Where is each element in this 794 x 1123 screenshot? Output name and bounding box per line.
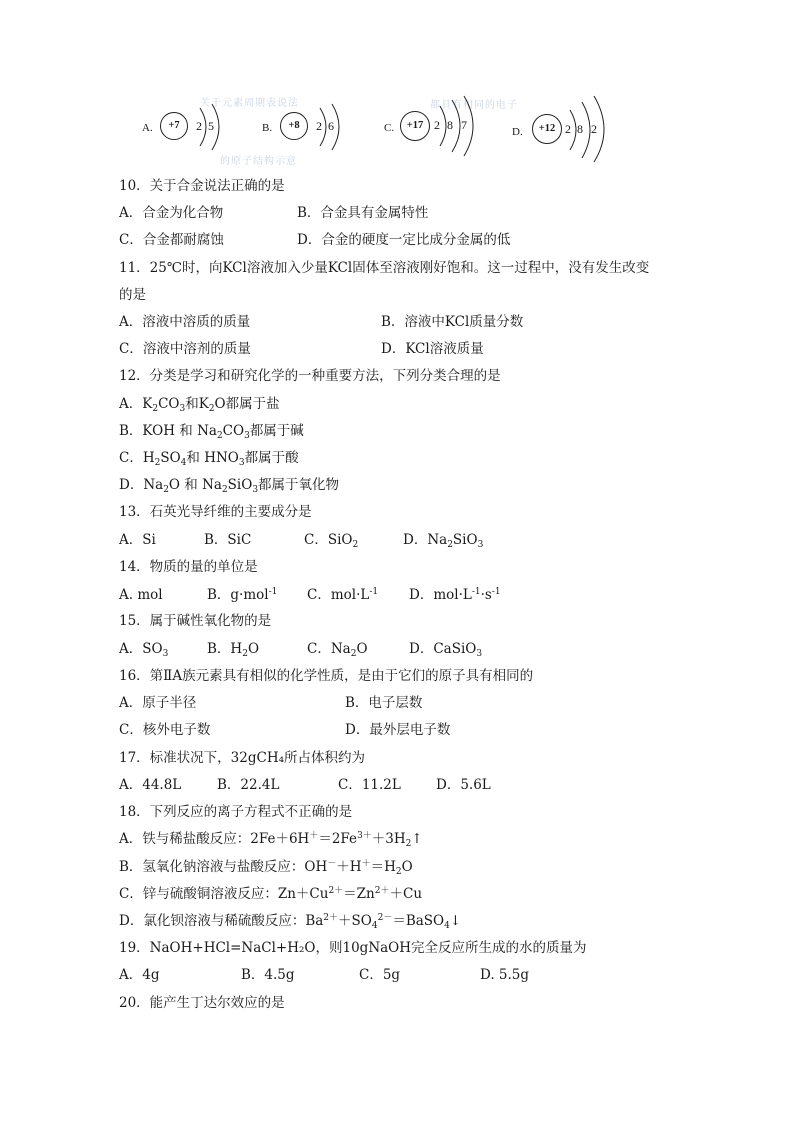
- question-19-option-b: B．4.5g: [241, 967, 295, 983]
- bleed-through-text: 关于元素周期表说法: [200, 98, 299, 109]
- question-11-option-b: B．溶液中KCl质量分数: [381, 314, 524, 330]
- nucleus-charge: +17: [400, 111, 430, 141]
- question-10-option-a: A．合金为化合物: [119, 205, 224, 221]
- question-14-stem: 14．物质的量的单位是: [119, 559, 258, 575]
- question-11-stem-cont: 的是: [119, 287, 146, 303]
- nucleus-charge: +12: [532, 114, 562, 144]
- question-17-option-b: B．22.4L: [217, 777, 280, 793]
- shell-electrons: 7: [461, 118, 467, 132]
- shell-electrons: 5: [208, 119, 214, 133]
- question-11-stem: 11．25℃时，向KCl溶液加入少量KCl固体至溶液刚好饱和。这一过程中，没有发生改变: [119, 260, 650, 276]
- question-17-stem: 17．标准状况下，32gCH₄所占体积约为: [119, 750, 366, 766]
- nucleus-charge: +8: [280, 112, 308, 140]
- question-15-option-d: D．CaSiO$_3$: [409, 641, 483, 659]
- question-15-option-a: A．$SO_3$: [119, 641, 169, 659]
- question-19-option-d: D. 5.5g: [480, 967, 530, 983]
- question-19-option-a: A．4g: [119, 967, 160, 983]
- atom-diagram-c: [384, 94, 514, 154]
- atom-diagrams: [130, 92, 690, 166]
- question-18-option-c: C．锌与硫酸铜溶液反应：$Zn+Cu^{2+}=Zn^{2+}+Cu$: [119, 886, 423, 902]
- option-label: C.: [384, 122, 395, 134]
- option-label: B.: [262, 122, 273, 134]
- question-17-option-a: A．44.8L: [119, 777, 182, 793]
- shell-electrons: 8: [577, 122, 583, 136]
- question-13-stem: 13．石英光导纤维的主要成分是: [119, 504, 312, 520]
- question-15-option-b: B．$H_2O$: [207, 641, 260, 659]
- question-16-stem: 16．第ⅡA族元素具有相似的化学性质，是由于它们的原子具有相同的: [119, 668, 534, 684]
- question-16-option-d: D．最外层电子数: [345, 722, 451, 738]
- shell-electrons: 2: [591, 122, 597, 136]
- question-16-option-b: B．电子层数: [345, 695, 423, 711]
- shell-electrons: 2: [316, 119, 322, 133]
- question-10-stem: 10．关于合金说法正确的是: [119, 178, 285, 194]
- question-12-option-b: B．KOH 和 $Na_2CO_3$都属于碱: [119, 423, 304, 441]
- question-15-option-c: C．$Na_2O$: [307, 641, 368, 659]
- bleed-through-text: 都具有相同的电子: [430, 100, 518, 111]
- question-17-option-c: C．11.2L: [338, 777, 401, 793]
- atom-diagram-d: [512, 94, 652, 154]
- question-10-option-c: C．合金都耐腐蚀: [119, 232, 224, 248]
- bleed-through-text: 的原子结构示意: [220, 156, 297, 167]
- question-12-option-a: A．$K_2CO_3$和$K_2O$都属于盐: [119, 396, 280, 414]
- question-18-stem: 18．下列反应的离子方程式不正确的是: [119, 804, 353, 820]
- question-20-stem: 20．能产生丁达尔效应的是: [119, 995, 285, 1011]
- question-12-option-c: C．$H_2SO_4$和 $HNO_3$都属于酸: [119, 450, 299, 468]
- question-18-option-b: B．氢氧化钠溶液与盐酸反应：$OH^-+H^+=H_2O$: [119, 859, 413, 877]
- atom-diagram-a: [142, 100, 242, 160]
- question-18-option-d: D．氯化钡溶液与稀硫酸反应：$Ba^{2+}+SO_4^{2-}=BaSO_4↓$: [119, 913, 462, 931]
- shell-electrons: 2: [196, 119, 202, 133]
- question-11-option-d: D．KCl溶液质量: [381, 341, 484, 357]
- question-10-option-b: B．合金具有金属特性: [297, 205, 429, 221]
- question-16-option-a: A．原子半径: [119, 695, 197, 711]
- question-11-option-a: A．溶液中溶质的质量: [119, 314, 251, 330]
- question-13-option-c: C．SiO$_2$: [304, 532, 359, 550]
- question-13-option-a: A．Si: [119, 532, 156, 548]
- question-17-option-d: D．5.6L: [436, 777, 491, 793]
- question-14-option-d: D．$mol\cdot L^{-1}\cdot s^{-1}$: [409, 587, 501, 603]
- electron-shells: [306, 100, 346, 156]
- question-13-option-d: D．$Na_2SiO_3$: [403, 532, 484, 550]
- atom-diagram-b: [262, 100, 362, 160]
- option-label: A.: [142, 122, 153, 134]
- shell-electrons: 8: [447, 118, 453, 132]
- question-16-option-c: C．核外电子数: [119, 722, 211, 738]
- question-19-option-c: C．5g: [359, 967, 401, 983]
- question-15-stem: 15．属于碱性氧化物的是: [119, 613, 272, 629]
- question-14-option-b: B．g·mol$^{-1}$: [207, 587, 278, 603]
- electron-shells: [186, 100, 226, 156]
- question-19-stem: 19．NaOH+HCl=NaCl+H₂O，则10gNaOH完全反应所生成的水的质量为: [119, 940, 587, 956]
- question-12-option-d: D．$Na_2O$ 和 $Na_2SiO_3$都属于氧化物: [119, 477, 340, 495]
- question-18-option-a: A．铁与稀盐酸反应：$2Fe+6H^+=2Fe^{3+}+3H_2↑$: [119, 831, 423, 849]
- question-11-option-c: C．溶液中溶剂的质量: [119, 341, 251, 357]
- shell-electrons: 6: [328, 119, 334, 133]
- shell-electrons: 2: [565, 122, 571, 136]
- shell-electrons: 2: [434, 118, 440, 132]
- question-12-stem: 12．分类是学习和研究化学的一种重要方法，下列分类合理的是: [119, 368, 501, 384]
- question-13-option-b: B．SiC: [204, 532, 252, 548]
- nucleus-charge: +7: [160, 112, 188, 140]
- question-14-option-a: A. mol: [119, 587, 163, 603]
- option-label: D.: [512, 126, 523, 138]
- question-14-option-c: C．$mol\cdot L^{-1}$: [307, 587, 379, 603]
- question-10-option-d: D．合金的硬度一定比成分金属的低: [297, 232, 511, 248]
